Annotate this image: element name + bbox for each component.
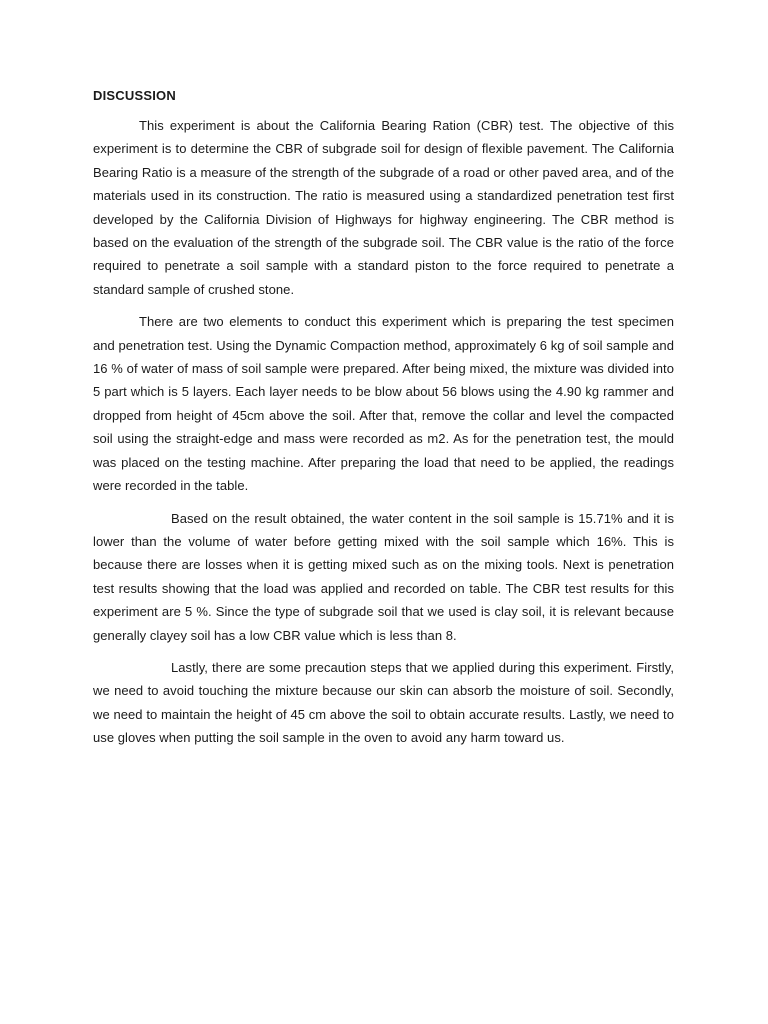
- section-heading: DISCUSSION: [93, 88, 176, 103]
- paragraph-precautions: Lastly, there are some precaution steps that we applied during this experiment. Firstly, we need to avoid touching the mixture because our skin can absorb the moisture of soil. Secondly, we need to maintain the height of 45 cm above the soil to obtain accurate results. Lastly, we need to use gloves when putting the soil sample in the oven to avoid any harm toward us.: [93, 659, 674, 746]
- document-body: [93, 86, 674, 759]
- paragraph-introduction: This experiment is about the California Bearing Ration (CBR) test. The objective of this experiment is to determine the CBR of subgrade soil for design of flexible pavement. The California Bearing Ratio is a measure of the strength of the subgrade of a road or other paved area, and of the materials used in its construction. The ratio is measured using a standardized penetration test first developed by the California Division of Highways for highway engineering. The CBR method is based on the evaluation of the strength of the subgrade soil. The CBR value is the ratio of the force required to penetrate a soil sample with a standard piston to the force required to penetrate a standard sample of crushed stone.: [93, 118, 674, 297]
- paragraph-results: Based on the result obtained, the water content in the soil sample is 15.71% and it is lower than the volume of water before getting mixed with the soil sample which 16%. This is because there are losses when it is getting mixed such as on the mixing tools. Next is penetration test results showing that the load was applied and recorded on table. The CBR test results for this experiment are 5 %. Since the type of subgrade soil that we used is clay soil, it is relevant because generally clayey soil has a low CBR value which is less than 8.: [93, 510, 674, 643]
- paragraph-procedure: There are two elements to conduct this experiment which is preparing the test specimen and penetration test. Using the Dynamic Compaction method, approximately 6 kg of soil sample and 16 % of water of mass of soil sample were prepared. After being mixed, the mixture was divided into 5 part which is 5 layers. Each layer needs to be blow about 56 blows using the 4.90 kg rammer and dropped from height of 45cm above the soil. After that, remove the collar and level the compacted soil using the straight-edge and mass were recorded as m2. As for the penetration test, the mould was placed on the testing machine. After preparing the load that need to be applied, the readings were recorded in the table.: [93, 314, 674, 494]
